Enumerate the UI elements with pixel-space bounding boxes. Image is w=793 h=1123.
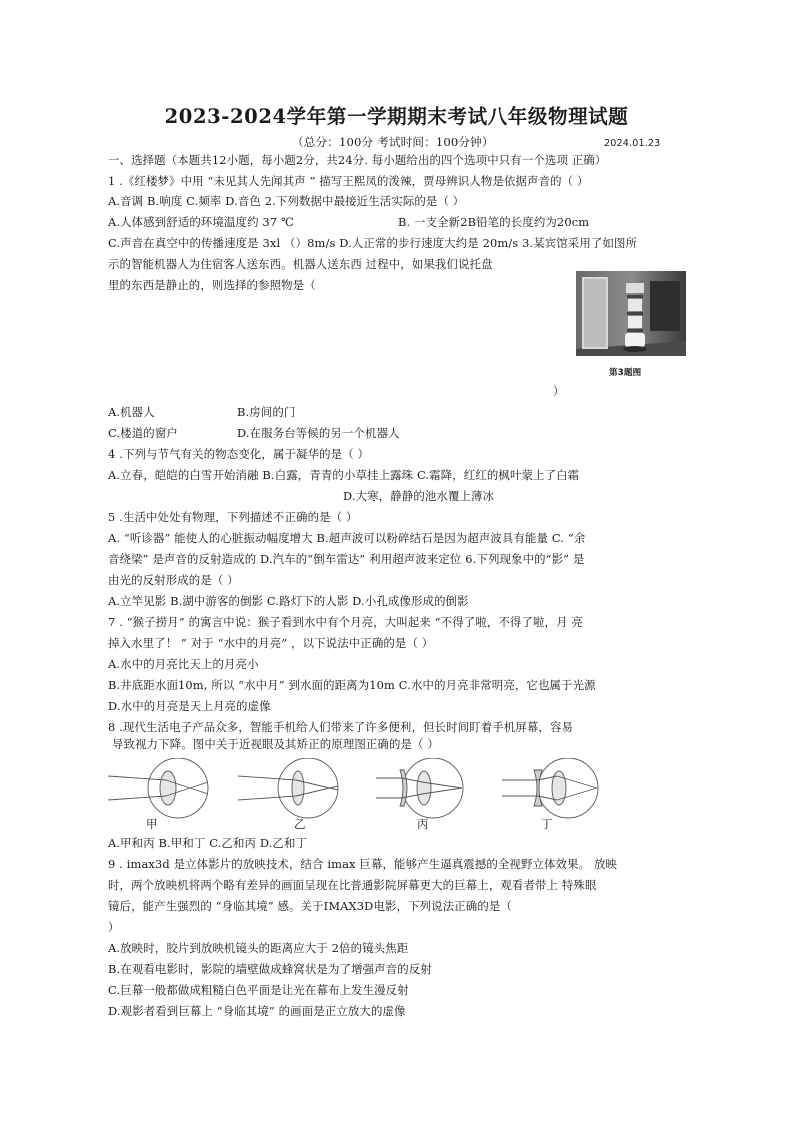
option-c: C.楼道的窗户 — [108, 426, 178, 440]
robot-photo — [576, 271, 686, 356]
question-line: A.立春，皑皑的白雪开始消融 B.白露，青青的小草挂上露珠 C.霜降，红红的枫叶蒙上了白霜 — [108, 468, 580, 482]
diagram-label-jia: 甲 — [146, 817, 158, 831]
question-line: 导致视力下降。图中关于近视眼及其矫正的原理图正确的是（ ） — [112, 737, 439, 751]
question-line: A.甲和丙 B.甲和丁 C.乙和丙 D.乙和丁 — [108, 836, 308, 850]
question-7: 7 . “猴子捞月” 的寓言中说：猴子看到水中有个月亮，大叫起来 “不得了啦，不得了啦，月 亮 — [108, 615, 583, 629]
eye-diagram — [108, 758, 608, 836]
option-d: D.大寒，静静的池水覆上薄冰 — [343, 489, 495, 503]
bracket-close: ） — [108, 920, 120, 934]
question-line: 音绕梁” 是声音的反射造成的 D.汽车的“倒车雷达” 利用超声波来定位 6.下列现象中的“影” 是 — [108, 552, 585, 566]
question-line: B.井底距水面10m, 所以 “水中月” 到水面的距离为10m C.水中的月亮非常明亮，它也属于光源 — [108, 678, 596, 692]
option-d: D.观影者看到巨幕上 “身临其境” 的画面是正立放大的虚像 — [108, 1004, 406, 1018]
diagram-label-ding: 丁 — [541, 817, 553, 831]
question-line: 镜后，能产生强烈的 “身临其境” 感。关于IMAX3D电影，下列说法正确的是（ — [108, 899, 512, 913]
exam-title: 2023-2024学年第一学期期末考试八年级物理试题 — [164, 105, 629, 128]
question-line: C.声音在真空中的传播速度是 3xl （）8m/s D.人正常的步行速度大约是 20m/s 3.某宾馆采用了如图所 — [108, 236, 638, 250]
option-a: A.放映时，胶片到放映机镜头的距离应大于 2倍的镜头焦距 — [108, 941, 409, 955]
question-line: A.立竿见影 B.湖中游客的倒影 C.路灯下的人影 D.小孔成像形成的倒影 — [108, 594, 469, 608]
diagram-label-yi: 乙 — [294, 817, 306, 831]
question-line: 掉入水里了！ ” 对于 “水中的月亮” ，以下说法中正确的是（ ） — [108, 636, 434, 650]
option-d: D.在服务台等候的另一个机器人 — [237, 426, 400, 440]
option-a: A.水中的月亮比天上的月亮小 — [108, 657, 259, 671]
option-c: C.巨幕一般都做成粗糙白色平面是让光在幕布上发生漫反射 — [108, 983, 409, 997]
question-5: 5 .生活中处处有物理，下列描述不正确的是（ ） — [108, 510, 358, 524]
question-8: 8 .现代生活电子产品众多，智能手机给人们带来了许多便利，但长时间盯着手机屏幕，容易 — [108, 720, 574, 734]
question-4: 4 .下列与节气有关的物态变化，属于凝华的是（ ） — [108, 447, 370, 461]
option-a: A.机器人 — [108, 405, 155, 419]
question-line: A.音调 B.响度 C.频率 D.音色 2.下列数据中最接近生活实际的是（ ） — [108, 194, 465, 208]
section-heading: 一、选择题（本题共12小题，每小题2分，共24分. 每小题给出的四个选项中只有一个选项 正确） — [108, 153, 607, 167]
option-b: B. 一支全新2B铅笔的长度约为20cm — [398, 215, 590, 229]
question-3: 示的智能机器人为住宿客人送东西。机器人送东西 过程中，如果我们说托盘 — [108, 257, 493, 271]
exam-subtitle: （总分：100分 考试时间：100分钟） — [292, 135, 494, 149]
option-b: B.在观看电影时，影院的墙壁做成蜂窝状是为了增强声音的反射 — [108, 962, 432, 976]
bracket-close: ） — [553, 384, 565, 398]
question-3-cont: 里的东西是静止的，则选择的参照物是（ — [108, 278, 316, 292]
figure-3-caption: 第3题图 — [609, 368, 642, 378]
option-a: A.人体感到舒适的环境温度约 37 ℃ — [108, 215, 294, 229]
diagram-label-bing: 丙 — [417, 817, 429, 831]
question-line: A. “听诊器” 能使人的心脏振动幅度增大 B.超声波可以粉碎结石是因为超声波具有能量 C. “余 — [108, 531, 586, 545]
option-d: D.水中的月亮是天上月亮的虚像 — [108, 699, 271, 713]
question-line: 由光的反射形成的是（ ） — [108, 573, 239, 587]
exam-date: 2024.01.23 — [604, 138, 661, 149]
question-9: 9 . imax3d 是立体影片的放映技术，结合 imax 巨幕，能够产生逼真震撼的全视野立体效果。 放映 — [108, 857, 618, 871]
question-1: 1 .《红楼梦》中用 “未见其人先闻其声 ” 描写王熙凤的泼辣，贾母辨识人物是依据声音的（ ） — [108, 174, 589, 188]
option-b: B.房间的门 — [237, 405, 296, 419]
question-line: 时，两个放映机将两个略有差异的画面呈现在比普通影院屏幕更大的巨幕上，观看者带上 特殊眼 — [108, 878, 597, 892]
